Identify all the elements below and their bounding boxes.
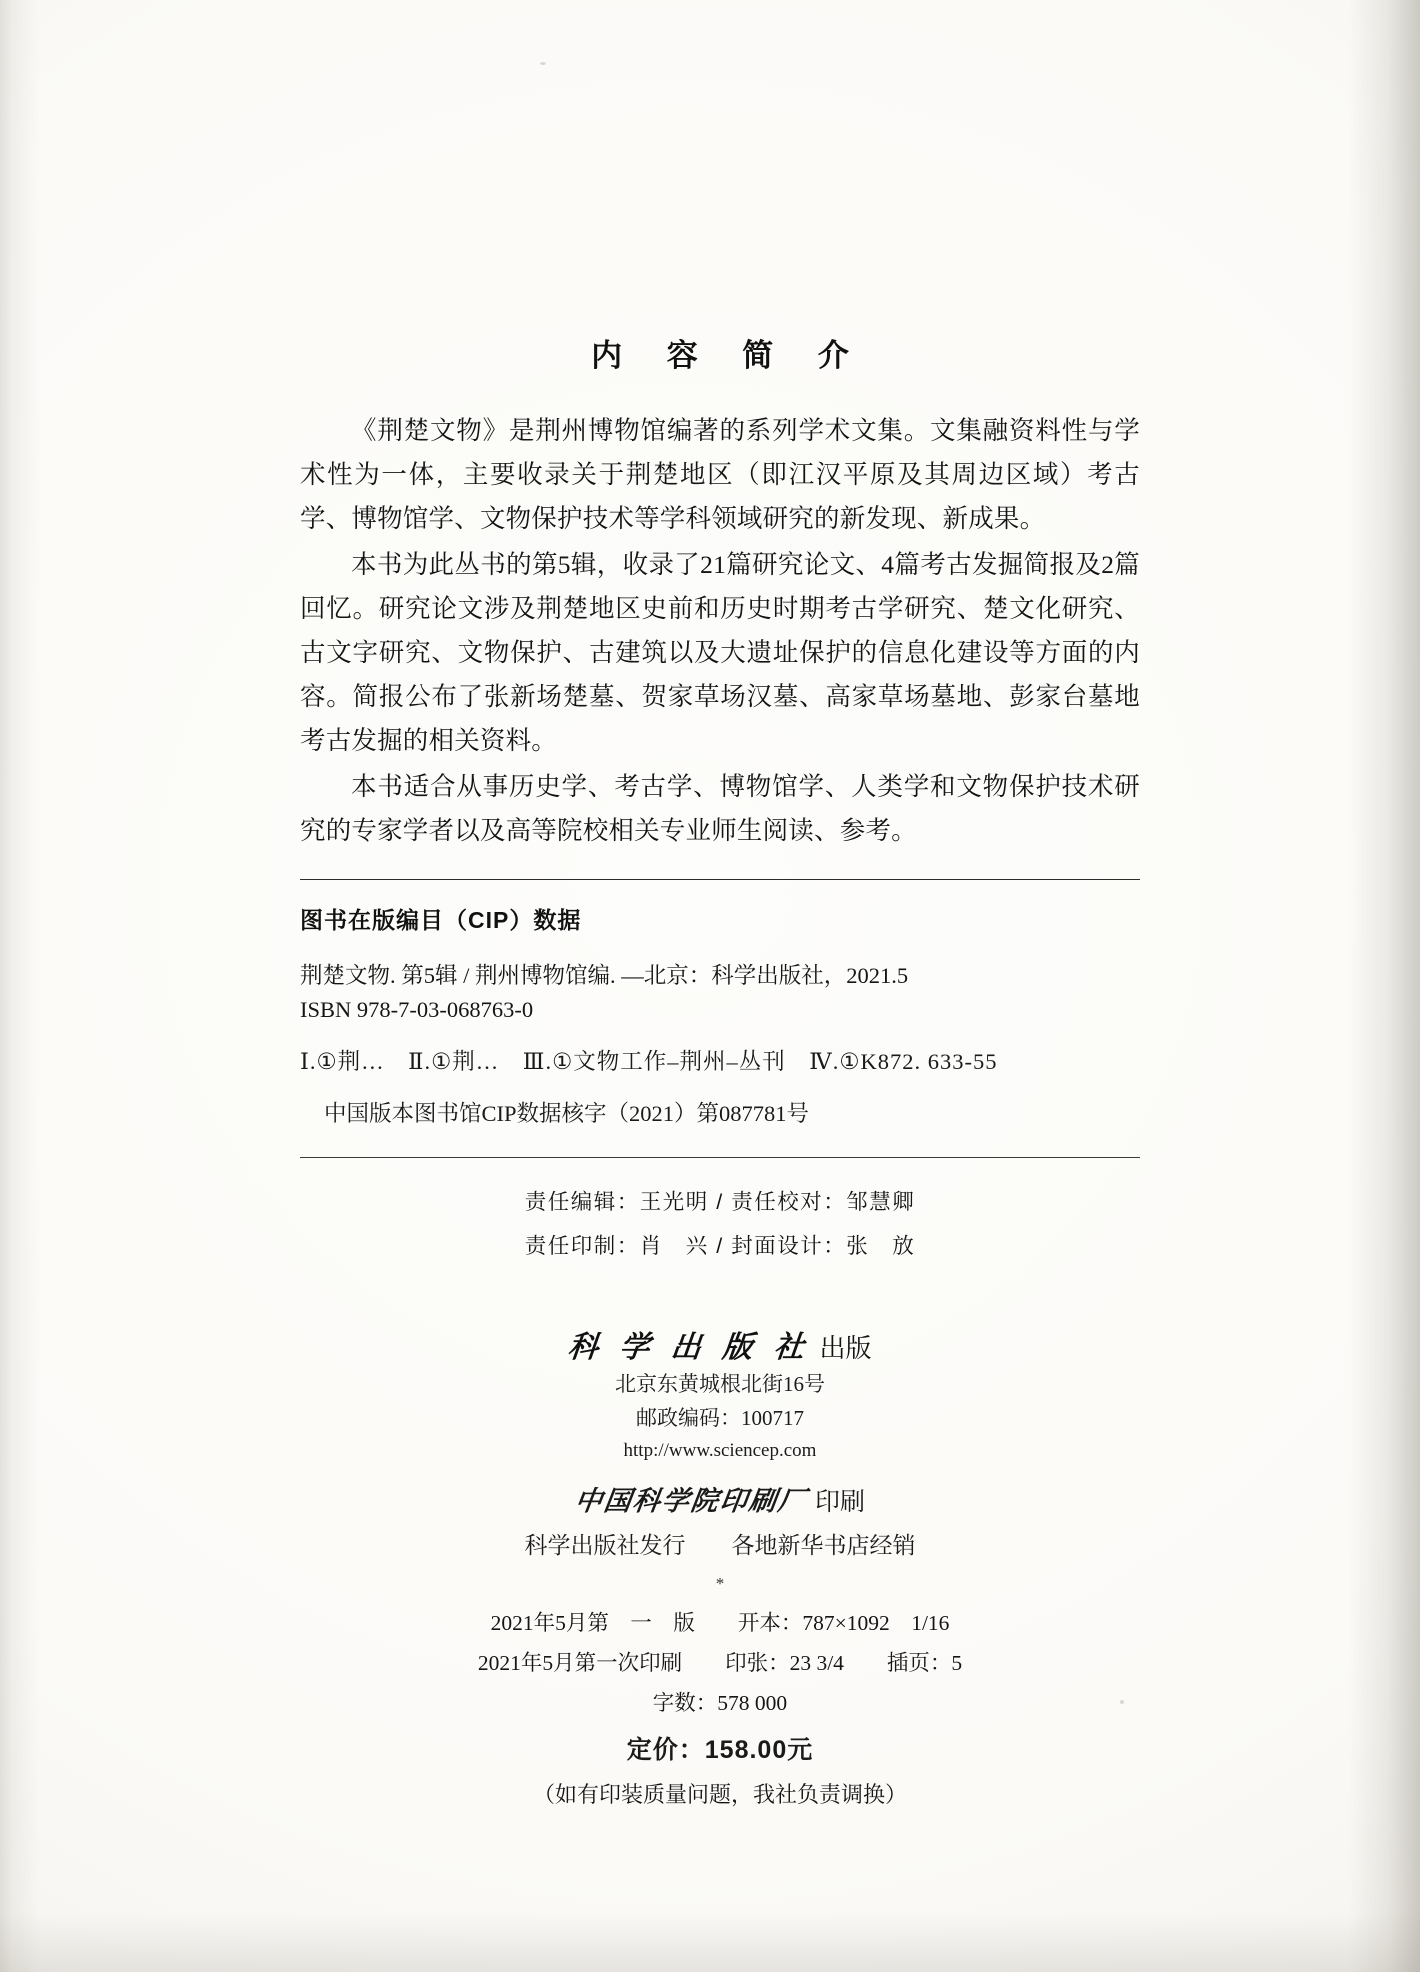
impression-line: 2021年5月第一次印刷 印张：23 3/4 插页：5 xyxy=(477,1651,963,1675)
abstract-paragraph: 本书适合从事历史学、考古学、博物馆学、人类学和文物保护技术研究的专家学者以及高等院校相关专业师生阅读、参考。 xyxy=(300,772,1140,845)
price-line: 定价：158.00元 xyxy=(626,1736,814,1764)
abstract-block xyxy=(300,409,1140,853)
credits-block xyxy=(300,1158,1140,1268)
paper-edge-left-shadow xyxy=(0,0,40,1972)
credit-production-line: 责任印制：肖 兴 / 封面设计：张 放 xyxy=(524,1234,916,1258)
printer-row xyxy=(300,1483,1140,1521)
publisher-block xyxy=(300,1330,1140,1597)
ornament-separator: * xyxy=(715,1574,725,1593)
cip-block xyxy=(300,880,1140,1131)
publisher-name-suffix: 出版 xyxy=(819,1334,872,1363)
credit-editor-line: 责任编辑：王光明 / 责任校对：邹慧卿 xyxy=(524,1190,916,1214)
cip-core-number: 中国版本图书馆CIP数据核字（2021）第087781号 xyxy=(324,1101,810,1126)
abstract-paragraph: 本书为此丛书的第5辑，收录了21篇研究论文、4篇考古发掘简报及2篇回忆。研究论文涉及荆楚地区史前和历史时期考古学研究、楚文化研究、古文字研究、文物保护、古建筑以及大遗址保护的信息化建设等方面的内容。简报公布了张新场楚墓、贺家草场汉墓、高家草场墓地、彭家台墓地考古发掘的相关资料。 xyxy=(300,550,1140,755)
paper-edge-bottom-shadow xyxy=(0,1912,1420,1972)
publisher-name-row xyxy=(300,1330,1140,1367)
wordcount-line: 字数：578 000 xyxy=(652,1691,788,1715)
printer-logotype: 中国科学院印刷厂 xyxy=(572,1486,810,1516)
page-title: 内 容 简 介 xyxy=(591,338,867,373)
cip-isbn: ISBN 978-7-03-068763-0 xyxy=(300,997,534,1022)
edition-line: 2021年5月第 一 版 开本：787×1092 1/16 xyxy=(490,1611,950,1635)
cip-heading: 图书在版编目（CIP）数据 xyxy=(300,907,582,933)
publisher-postcode: 邮政编码：100717 xyxy=(636,1406,804,1430)
printing-data-block xyxy=(300,1603,1140,1817)
cip-classification: Ⅰ.①荆… Ⅱ.①荆… Ⅲ.①文物工作–荆州–丛刊 Ⅳ.①K872. 633-55 xyxy=(300,1049,998,1074)
publisher-url: http://www.sciencep.com xyxy=(623,1440,817,1461)
paper-speck xyxy=(540,62,546,65)
quality-notice: （如有印装质量问题，我社负责调换） xyxy=(532,1782,907,1807)
publisher-address: 北京东黄城根北街16号 xyxy=(615,1372,825,1396)
printer-suffix: 印刷 xyxy=(814,1489,865,1516)
cip-citation: 荆楚文物. 第5辑 / 荆州博物馆编. —北京：科学出版社，2021.5 xyxy=(300,963,909,988)
paper-edge-right-shadow xyxy=(1348,0,1420,1972)
distribution-line: 科学出版社发行 各地新华书店经销 xyxy=(524,1533,916,1558)
page-content xyxy=(300,330,1140,1817)
abstract-paragraph: 《荆楚文物》是荆州博物馆编著的系列学术文集。文集融资料性与学术性为一体，主要收录关于荆楚地区（即江汉平原及其周边区域）考古学、博物馆学、文物保护技术等学科领域研究的新发现、新成果。 xyxy=(300,416,1140,533)
publisher-logotype: 科 学 出 版 社 xyxy=(566,1331,814,1364)
